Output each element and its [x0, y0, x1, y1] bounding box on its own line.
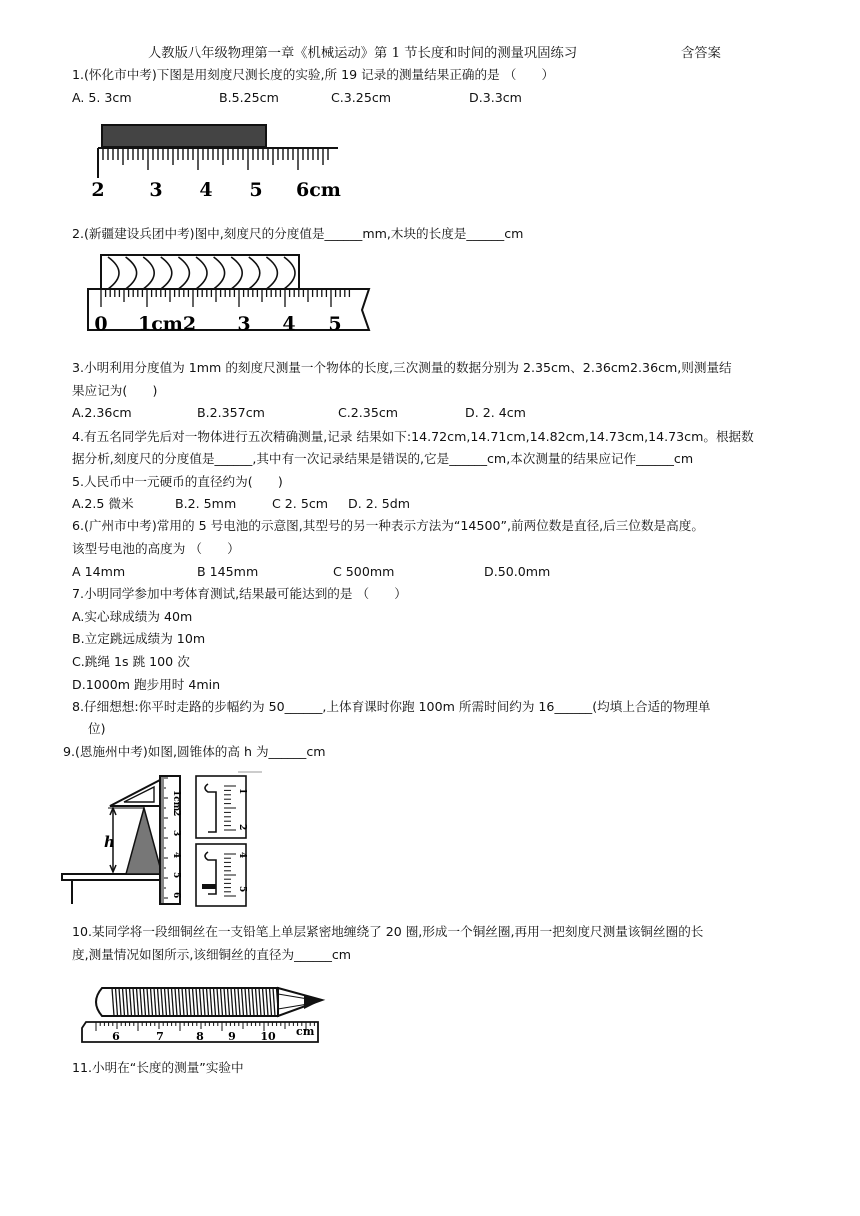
q3-option-d: D. 2. 4cm [465, 405, 526, 420]
q9-ruler-label-2: 2 [171, 810, 181, 817]
q5-option-c: C 2. 5cm [272, 496, 329, 511]
q5-option-a: A.2.5 微米 [72, 496, 134, 511]
q3-option-b: B.2.357cm [197, 405, 265, 420]
q8-stem-line1: 8.仔细想想:你平时走路的步幅约为 50______,上体育课时你跑 100m 所需时间约为 16______(均填上合适的物理单 [72, 699, 711, 714]
q6-option-c: C 500mm [333, 564, 395, 579]
q1-ruler-label-3: 3 [149, 179, 163, 201]
q6-option-a: A 14mm [72, 564, 126, 579]
q10-stem-line1: 10.某同学将一段细铜丝在一支铅笔上单层紧密地缠绕了 20 圈,形成一个铜丝圈,再用一把刻度尺测量该铜丝圈的长 [72, 924, 704, 939]
q9-stem: 9.(恩施州中考)如图,圆锥体的高 h 为______cm [63, 744, 326, 759]
q3-stem-line2: 果应记为( ) [72, 383, 158, 398]
q9-ruler-label-5: 5 [171, 872, 181, 879]
q2-ruler-label-0: 0 [94, 313, 108, 335]
q4-stem-line2: 据分析,刻度尺的分度值是______,其中有一次记录结果是错误的,它是______cm,本次测量的结果应记作______cm [72, 451, 694, 466]
q3-stem-line1: 3.小明利用分度值为 1mm 的刻度尺测量一个物体的长度,三次测量的数据分别为 2.35cm、2.36cm2.36cm,则测量结 [72, 360, 732, 375]
q9-ruler-label-1cm: 1cm [171, 790, 181, 812]
q10-ruler-label-7: 7 [156, 1030, 164, 1043]
q10-ruler-label-10: 10 [260, 1030, 276, 1043]
q3-option-c: C.2.35cm [338, 405, 399, 420]
q7-option-d: D.1000m 跑步用时 4min [72, 677, 221, 692]
q10-ruler-label-8: 8 [196, 1030, 204, 1043]
q5-stem: 5.人民币中一元硬币的直径约为( ) [72, 474, 283, 489]
q1-ruler-label-2: 2 [91, 179, 105, 201]
title-answer-note: 含答案 [681, 46, 721, 61]
q2-ruler-figure [86, 252, 376, 340]
q1-ruler-label-6cm: 6cm [296, 179, 341, 201]
q9-zoom-top-label-2: 2 [237, 824, 247, 831]
q2-stem: 2.(新疆建设兵团中考)图中,刻度尺的分度值是______mm,木块的长度是______cm [72, 226, 524, 241]
q9-zoom-bottom-label-5: 5 [237, 886, 247, 893]
q5-option-d: D. 2. 5dm [348, 496, 410, 511]
q1-option-b: B.5.25cm [219, 90, 279, 105]
q10-ruler-label-9: 9 [228, 1030, 236, 1043]
q9-ruler-label-6: 6 [171, 892, 181, 899]
q10-pencil-figure [82, 976, 328, 1046]
q2-ruler-label-4: 4 [282, 313, 296, 335]
q1-option-c: C.3.25cm [331, 90, 392, 105]
q5-option-b: B.2. 5mm [175, 496, 237, 511]
q3-option-a: A.2.36cm [72, 405, 132, 420]
q1-stem: 1.(怀化市中考)下图是用刻度尺测长度的实验,所 19 记录的测量结果正确的是 （ ） [72, 67, 555, 82]
q9-ruler-label-4: 4 [171, 852, 181, 859]
q9-cone-figure [62, 768, 272, 908]
q1-ruler-label-5: 5 [249, 179, 263, 201]
q1-option-a: A. 5. 3cm [72, 90, 132, 105]
q2-ruler-label-5: 5 [328, 313, 342, 335]
q7-option-c: C.跳绳 1s 跳 100 次 [72, 654, 190, 669]
q1-ruler-figure [90, 118, 350, 202]
q2-ruler-label-3: 3 [237, 313, 251, 335]
q10-stem-line2: 度,测量情况如图所示,该细铜丝的直径为______cm [72, 947, 352, 962]
q7-stem: 7.小明同学参加中考体育测试,结果最可能达到的是 （ ） [72, 586, 407, 601]
q2-ruler-label-1cm2: 1cm2 [138, 313, 197, 335]
q9-h-label: h [104, 833, 115, 851]
q8-stem-line2: 位) [88, 721, 106, 736]
q11-stem: 11.小明在“长度的测量”实验中 [72, 1060, 244, 1075]
q6-stem-line2: 该型号电池的高度为 （ ） [72, 541, 240, 556]
q6-option-d: D.50.0mm [484, 564, 551, 579]
q6-stem-line1: 6.(广州市中考)常用的 5 号电池的示意图,其型号的另一种表示方法为“14500”,前两位数是直径,后三位数是高度。 [72, 518, 704, 533]
q7-option-a: A.实心球成绩为 40m [72, 609, 193, 624]
q1-ruler-label-4: 4 [199, 179, 213, 201]
q7-option-b: B.立定跳远成绩为 10m [72, 631, 206, 646]
page-title [148, 42, 721, 61]
q10-ruler-label-6: 6 [112, 1030, 120, 1043]
q9-ruler-label-3: 3 [171, 830, 181, 837]
q10-ruler-label-cm: cm [296, 1025, 315, 1038]
q9-zoom-top-label-1: 1 [237, 788, 247, 795]
q9-zoom-bottom-label-4: 4 [237, 852, 247, 859]
title-main: 人教版八年级物理第一章《机械运动》第 1 节长度和时间的测量巩固练习 [148, 46, 578, 61]
q1-option-d: D.3.3cm [469, 90, 522, 105]
q6-option-b: B 145mm [197, 564, 259, 579]
q4-stem-line1: 4.有五名同学先后对一物体进行五次精确测量,记录 结果如下:14.72cm,14.71cm,14.82cm,14.73cm,14.73cm。根据数 [72, 429, 754, 444]
